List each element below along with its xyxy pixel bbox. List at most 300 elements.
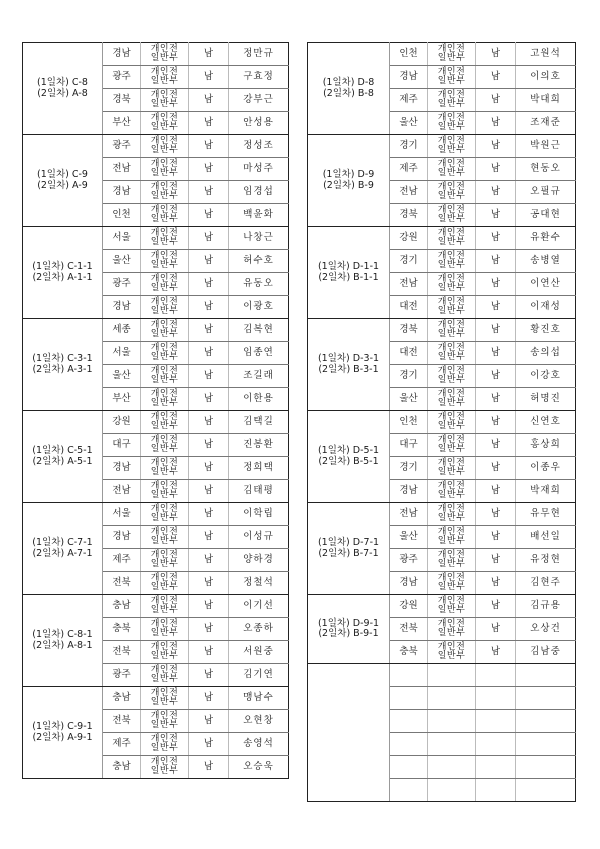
division-cell: [141, 227, 189, 250]
empty-cell: [516, 779, 576, 802]
gender-cell: 남: [189, 158, 229, 181]
division-line: 개인전: [150, 412, 179, 423]
region-cell: 서울: [103, 503, 141, 526]
region-cell: 경남: [103, 43, 141, 66]
division-line: 일반부: [437, 490, 466, 500]
player-name-cell: 강부근: [229, 89, 289, 112]
region-cell: 광주: [390, 549, 428, 572]
gender-cell: 남: [476, 296, 516, 319]
region-cell: 대전: [390, 296, 428, 319]
gender-cell: 남: [189, 204, 229, 227]
division-cell: [428, 388, 476, 411]
division-line: 일반부: [150, 375, 179, 385]
round-label-cell: [308, 319, 390, 411]
division-line: 개인전: [437, 481, 466, 492]
player-name-cell: 양하경: [229, 549, 289, 572]
empty-cell: [428, 664, 476, 687]
player-name-cell: 오필규: [516, 181, 576, 204]
player-name-cell: 현동오: [516, 158, 576, 181]
gender-cell: 남: [189, 756, 229, 779]
division-line: 일반부: [150, 53, 179, 63]
division-line: 개인전: [437, 90, 466, 101]
division-line: 개인전: [150, 389, 179, 400]
round-label-line: (2일차) A-8: [37, 87, 88, 99]
region-cell: 전남: [390, 503, 428, 526]
region-cell: 대구: [390, 434, 428, 457]
division-line: 개인전: [150, 688, 179, 699]
division-cell: [141, 434, 189, 457]
round-label-cell: [308, 503, 390, 595]
gender-cell: 남: [189, 411, 229, 434]
division-line: 일반부: [150, 651, 179, 661]
empty-cell: [428, 733, 476, 756]
division-cell: [428, 503, 476, 526]
division-line: 개인전: [150, 136, 179, 147]
gender-cell: 남: [476, 549, 516, 572]
division-line: 개인전: [437, 251, 466, 262]
division-line: 개인전: [437, 573, 466, 584]
division-cell: [428, 319, 476, 342]
player-name-cell: 조길래: [229, 365, 289, 388]
right-schedule-table: [307, 42, 576, 802]
gender-cell: 남: [189, 342, 229, 365]
division-line: 일반부: [437, 536, 466, 546]
gender-cell: 남: [476, 411, 516, 434]
region-cell: 부산: [103, 112, 141, 135]
gender-cell: 남: [189, 296, 229, 319]
region-cell: 경북: [390, 319, 428, 342]
division-cell: [428, 273, 476, 296]
division-line: 일반부: [150, 467, 179, 477]
division-line: 일반부: [150, 559, 179, 569]
division-cell: [141, 549, 189, 572]
division-cell: [141, 388, 189, 411]
division-line: 개인전: [150, 343, 179, 354]
gender-cell: 남: [476, 319, 516, 342]
round-label-line: (1일차) D-3-1: [317, 353, 380, 365]
division-line: 일반부: [150, 674, 179, 684]
round-label-cell: [23, 503, 103, 595]
player-name-cell: 홍상희: [516, 434, 576, 457]
division-line: 일반부: [150, 99, 179, 109]
round-label-line: (1일차) D-7-1: [317, 537, 380, 549]
division-line: 일반부: [150, 76, 179, 86]
region-cell: 경남: [390, 480, 428, 503]
division-cell: [141, 411, 189, 434]
round-label-cell: [23, 411, 103, 503]
round-label-line: (2일차) A-1-1: [32, 271, 93, 283]
region-cell: 강원: [390, 595, 428, 618]
player-name-cell: 김택길: [229, 411, 289, 434]
player-name-cell: 김기연: [229, 664, 289, 687]
division-line: 일반부: [150, 628, 179, 638]
division-line: 개인전: [437, 67, 466, 78]
division-line: 일반부: [437, 651, 466, 661]
division-cell: [428, 411, 476, 434]
division-cell: [141, 250, 189, 273]
gender-cell: 남: [189, 687, 229, 710]
division-line: 개인전: [437, 320, 466, 331]
gender-cell: 남: [476, 503, 516, 526]
division-cell: [428, 181, 476, 204]
division-line: 개인전: [437, 343, 466, 354]
player-name-cell: 배선일: [516, 526, 576, 549]
table-row: [23, 411, 289, 434]
gender-cell: 남: [476, 135, 516, 158]
division-line: 일반부: [150, 214, 179, 224]
empty-cell: [428, 710, 476, 733]
region-cell: 경기: [390, 365, 428, 388]
player-name-cell: 박대희: [516, 89, 576, 112]
division-cell: [428, 204, 476, 227]
division-cell: [141, 710, 189, 733]
empty-cell: [390, 779, 428, 802]
division-line: 개인전: [150, 435, 179, 446]
division-line: 개인전: [437, 412, 466, 423]
division-cell: [141, 733, 189, 756]
division-line: 일반부: [437, 306, 466, 316]
division-cell: [141, 158, 189, 181]
region-cell: 대전: [390, 342, 428, 365]
division-line: 일반부: [437, 375, 466, 385]
region-cell: 전북: [390, 618, 428, 641]
region-cell: 전남: [103, 480, 141, 503]
division-line: 개인전: [437, 642, 466, 653]
round-label-line: (1일차) C-8: [37, 77, 88, 89]
gender-cell: 남: [189, 273, 229, 296]
player-name-cell: 오상건: [516, 618, 576, 641]
division-cell: [428, 66, 476, 89]
division-line: 개인전: [437, 389, 466, 400]
empty-row: [308, 664, 576, 687]
player-name-cell: 마성주: [229, 158, 289, 181]
round-label-line: (2일차) B-1-1: [318, 271, 379, 283]
gender-cell: 남: [189, 526, 229, 549]
division-line: 일반부: [150, 398, 179, 408]
gender-cell: 남: [189, 227, 229, 250]
round-label-cell: [308, 43, 390, 135]
division-line: 개인전: [150, 619, 179, 630]
round-label-cell: [23, 687, 103, 779]
round-label-line: (2일차) A-3-1: [32, 363, 93, 375]
division-cell: [141, 664, 189, 687]
gender-cell: 남: [476, 480, 516, 503]
division-line: 일반부: [150, 536, 179, 546]
player-name-cell: 유무현: [516, 503, 576, 526]
division-line: 개인전: [150, 711, 179, 722]
division-line: 개인전: [150, 297, 179, 308]
division-line: 일반부: [437, 122, 466, 132]
division-line: 일반부: [150, 444, 179, 454]
division-line: 개인전: [437, 458, 466, 469]
division-line: 개인전: [437, 596, 466, 607]
player-name-cell: 유정현: [516, 549, 576, 572]
division-cell: [141, 273, 189, 296]
division-line: 개인전: [437, 159, 466, 170]
division-line: 개인전: [437, 619, 466, 630]
empty-cell: [390, 733, 428, 756]
region-cell: 경기: [390, 135, 428, 158]
division-line: 개인전: [437, 435, 466, 446]
division-line: 일반부: [437, 467, 466, 477]
gender-cell: 남: [189, 89, 229, 112]
round-label-line: (1일차) C-8-1: [32, 629, 93, 641]
division-line: 일반부: [437, 145, 466, 155]
division-line: 일반부: [437, 444, 466, 454]
division-line: 개인전: [437, 136, 466, 147]
division-cell: [428, 572, 476, 595]
gender-cell: 남: [476, 572, 516, 595]
division-cell: [428, 250, 476, 273]
gender-cell: 남: [189, 388, 229, 411]
gender-cell: 남: [189, 733, 229, 756]
division-cell: [428, 457, 476, 480]
player-name-cell: 김남중: [516, 641, 576, 664]
player-name-cell: 오종하: [229, 618, 289, 641]
division-line: 일반부: [150, 697, 179, 707]
division-line: 일반부: [150, 766, 179, 776]
player-name-cell: 이기선: [229, 595, 289, 618]
division-cell: [141, 112, 189, 135]
division-cell: [428, 112, 476, 135]
region-cell: 경남: [103, 181, 141, 204]
player-name-cell: 공대현: [516, 204, 576, 227]
division-line: 일반부: [150, 283, 179, 293]
gender-cell: 남: [189, 112, 229, 135]
gender-cell: 남: [476, 641, 516, 664]
division-line: 일반부: [437, 99, 466, 109]
division-line: 일반부: [150, 743, 179, 753]
gender-cell: 남: [189, 135, 229, 158]
gender-cell: 남: [189, 572, 229, 595]
division-line: 일반부: [437, 283, 466, 293]
round-label-line: (1일차) C-3-1: [32, 353, 93, 365]
division-line: 일반부: [150, 191, 179, 201]
round-label-line: (1일차) D-9: [322, 169, 375, 181]
division-cell: [428, 595, 476, 618]
round-label-line: (2일차) A-7-1: [32, 547, 93, 559]
gender-cell: 남: [476, 158, 516, 181]
division-line: 일반부: [437, 582, 466, 592]
player-name-cell: 안성용: [229, 112, 289, 135]
division-line: 일반부: [150, 260, 179, 270]
region-cell: 경남: [103, 526, 141, 549]
player-name-cell: 오현창: [229, 710, 289, 733]
region-cell: 경북: [103, 89, 141, 112]
empty-cell: [476, 664, 516, 687]
division-line: 일반부: [437, 168, 466, 178]
table-row: [308, 595, 576, 618]
division-cell: [428, 43, 476, 66]
division-cell: [141, 204, 189, 227]
division-cell: [141, 457, 189, 480]
division-cell: [428, 135, 476, 158]
division-line: 일반부: [437, 214, 466, 224]
division-line: 개인전: [150, 228, 179, 239]
gender-cell: 남: [476, 89, 516, 112]
gender-cell: 남: [189, 66, 229, 89]
round-label-line: (1일차) D-5-1: [317, 445, 380, 457]
division-cell: [141, 296, 189, 319]
gender-cell: 남: [189, 434, 229, 457]
empty-cell: [476, 733, 516, 756]
region-cell: 제주: [103, 733, 141, 756]
gender-cell: 남: [189, 618, 229, 641]
division-line: 개인전: [150, 527, 179, 538]
round-label-line: (2일차) B-7-1: [318, 547, 379, 559]
region-cell: 강원: [103, 411, 141, 434]
division-line: 일반부: [150, 490, 179, 500]
division-line: 일반부: [437, 513, 466, 523]
division-line: 개인전: [150, 67, 179, 78]
division-cell: [428, 549, 476, 572]
division-line: 개인전: [437, 44, 466, 55]
gender-cell: 남: [476, 526, 516, 549]
round-label-line: (2일차) B-3-1: [318, 363, 379, 375]
player-name-cell: 김규용: [516, 595, 576, 618]
player-name-cell: 나창근: [229, 227, 289, 250]
division-cell: [428, 641, 476, 664]
division-line: 일반부: [150, 720, 179, 730]
round-label-cell: [23, 135, 103, 227]
region-cell: 경남: [390, 572, 428, 595]
gender-cell: 남: [189, 549, 229, 572]
gender-cell: 남: [476, 434, 516, 457]
region-cell: 대구: [103, 434, 141, 457]
region-cell: 강원: [390, 227, 428, 250]
round-label-cell: [308, 227, 390, 319]
gender-cell: 남: [189, 181, 229, 204]
round-label-line: (2일차) A-9: [37, 179, 88, 191]
division-line: 개인전: [150, 90, 179, 101]
region-cell: 충남: [103, 687, 141, 710]
empty-cell: [390, 687, 428, 710]
region-cell: 서울: [103, 227, 141, 250]
region-cell: 경남: [103, 296, 141, 319]
gender-cell: 남: [189, 480, 229, 503]
division-cell: [141, 43, 189, 66]
player-name-cell: 정만규: [229, 43, 289, 66]
round-label-cell: [308, 595, 390, 664]
gender-cell: 남: [476, 273, 516, 296]
player-name-cell: 정철석: [229, 572, 289, 595]
player-name-cell: 이연산: [516, 273, 576, 296]
division-cell: [141, 135, 189, 158]
gender-cell: 남: [476, 112, 516, 135]
gender-cell: 남: [476, 342, 516, 365]
player-name-cell: 백윤화: [229, 204, 289, 227]
table-row: [23, 595, 289, 618]
player-name-cell: 이재성: [516, 296, 576, 319]
division-line: 일반부: [150, 605, 179, 615]
gender-cell: 남: [189, 457, 229, 480]
division-line: 일반부: [150, 421, 179, 431]
division-line: 개인전: [150, 481, 179, 492]
division-cell: [428, 342, 476, 365]
gender-cell: 남: [189, 503, 229, 526]
region-cell: 전북: [103, 710, 141, 733]
round-label-line: (1일차) C-7-1: [32, 537, 93, 549]
region-cell: 충북: [103, 618, 141, 641]
division-line: 개인전: [150, 159, 179, 170]
region-cell: 경남: [103, 457, 141, 480]
region-cell: 인천: [390, 43, 428, 66]
division-cell: [141, 365, 189, 388]
division-line: 개인전: [150, 251, 179, 262]
round-label-line: (1일차) C-9-1: [32, 721, 93, 733]
gender-cell: 남: [476, 618, 516, 641]
division-line: 일반부: [150, 237, 179, 247]
round-label-line: (2일차) B-8: [323, 87, 374, 99]
division-line: 개인전: [150, 550, 179, 561]
empty-round-cell: [308, 664, 390, 802]
division-line: 개인전: [437, 504, 466, 515]
division-line: 개인전: [437, 228, 466, 239]
round-label-line: (1일차) C-5-1: [32, 445, 93, 457]
table-row: [308, 319, 576, 342]
region-cell: 경북: [390, 204, 428, 227]
division-line: 개인전: [150, 458, 179, 469]
round-label-line: (2일차) B-5-1: [318, 455, 379, 467]
gender-cell: 남: [476, 181, 516, 204]
table-row: [308, 227, 576, 250]
region-cell: 세종: [103, 319, 141, 342]
player-name-cell: 김현주: [516, 572, 576, 595]
table-row: [23, 687, 289, 710]
player-name-cell: 이성규: [229, 526, 289, 549]
gender-cell: 남: [476, 43, 516, 66]
player-name-cell: 송의섭: [516, 342, 576, 365]
player-name-cell: 황진호: [516, 319, 576, 342]
player-name-cell: 맹남수: [229, 687, 289, 710]
division-line: 일반부: [150, 582, 179, 592]
gender-cell: 남: [189, 641, 229, 664]
division-line: 개인전: [437, 205, 466, 216]
division-cell: [428, 480, 476, 503]
region-cell: 울산: [103, 250, 141, 273]
round-label-line: (2일차) B-9-1: [318, 628, 379, 639]
division-line: 일반부: [437, 329, 466, 339]
left-schedule-table: [22, 42, 289, 779]
region-cell: 제주: [390, 89, 428, 112]
division-cell: [141, 526, 189, 549]
gender-cell: 남: [476, 457, 516, 480]
round-label-cell: [23, 43, 103, 135]
player-name-cell: 고원석: [516, 43, 576, 66]
division-line: 개인전: [150, 320, 179, 331]
player-name-cell: 허수호: [229, 250, 289, 273]
division-cell: [141, 618, 189, 641]
round-label-line: (2일차) A-5-1: [32, 455, 93, 467]
empty-cell: [428, 756, 476, 779]
player-name-cell: 유동오: [229, 273, 289, 296]
player-name-cell: 임경섭: [229, 181, 289, 204]
division-cell: [428, 89, 476, 112]
division-line: 개인전: [437, 527, 466, 538]
empty-cell: [516, 664, 576, 687]
region-cell: 충남: [103, 756, 141, 779]
division-cell: [141, 595, 189, 618]
round-label-cell: [308, 411, 390, 503]
gender-cell: 남: [189, 710, 229, 733]
division-cell: [428, 618, 476, 641]
region-cell: 울산: [390, 526, 428, 549]
division-cell: [141, 572, 189, 595]
empty-cell: [428, 687, 476, 710]
division-line: 일반부: [437, 421, 466, 431]
gender-cell: 남: [476, 365, 516, 388]
player-name-cell: 서원중: [229, 641, 289, 664]
